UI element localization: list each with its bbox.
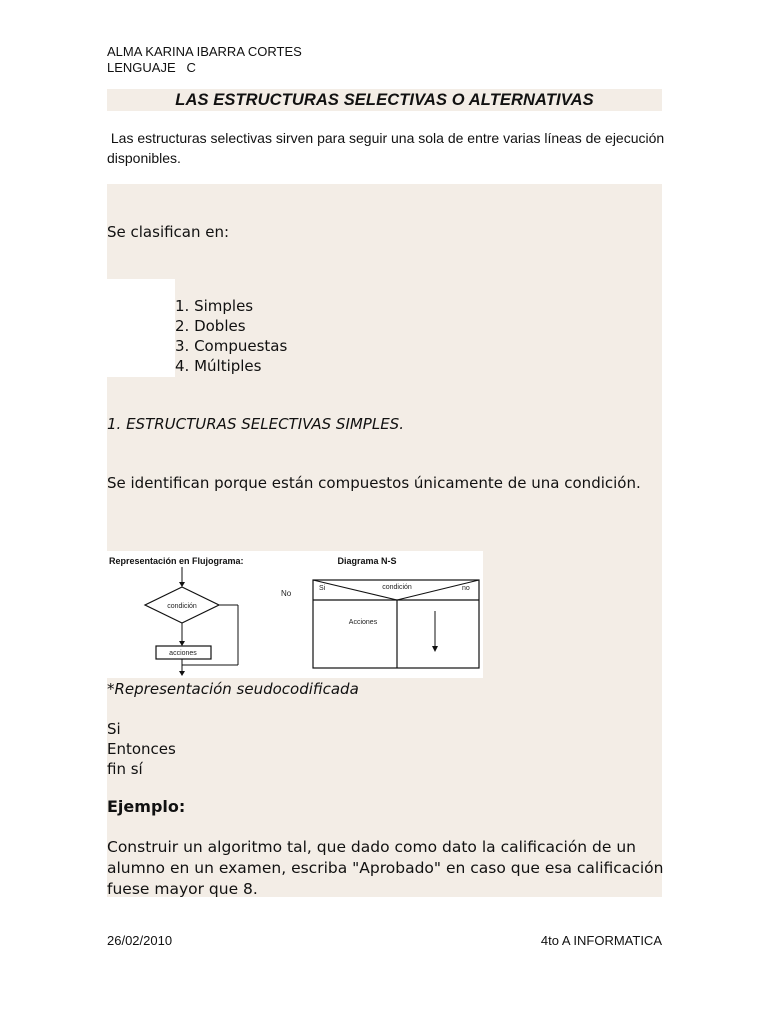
ns-actions-label: Acciones [348, 619, 378, 626]
arrowhead-icon [179, 671, 185, 676]
list-indent-gap [107, 279, 175, 377]
pseudocode-caption: *Representación seudocodificada [107, 680, 359, 698]
flowchart-title: Representación en Flujograma: [109, 556, 244, 566]
pseudocode-line: fin sí [107, 760, 143, 778]
arrowhead-icon [179, 582, 185, 587]
author-name: ALMA KARINA IBARRA CORTES [107, 44, 302, 59]
section-heading: 1. ESTRUCTURAS SELECTIVAS SIMPLES. [107, 415, 404, 433]
ns-title: Diagrama N-S [337, 556, 397, 566]
diagram-svg [107, 551, 483, 678]
ns-condition-label: condición [382, 584, 412, 591]
classification-label: Se clasifican en: [107, 223, 230, 241]
subject-name: LENGUAJE C [107, 60, 196, 75]
arrowhead-icon [179, 641, 185, 646]
pseudocode-lines [107, 719, 176, 779]
ns-outer-box [313, 580, 479, 668]
ns-no-branch-label: no [462, 585, 470, 592]
flowchart-condition-label: condición [167, 603, 197, 610]
classification-list [175, 296, 287, 376]
pseudocode-line: Si [107, 720, 121, 738]
list-item: 2. Dobles [175, 317, 246, 335]
example-text: Construir un algoritmo tal, que dado como dato la calificación de un alumno en un examen, escriba "Aprobado" en caso que esa calificación fuese mayor que 8. [107, 838, 664, 898]
title-bar [107, 89, 662, 111]
footer-group: 4to A INFORMATICA [540, 933, 662, 948]
diagram-figure [107, 551, 483, 678]
list-item: 3. Compuestas [175, 337, 288, 355]
content-background [107, 184, 662, 897]
example-heading: Ejemplo: [107, 797, 186, 816]
ns-no-label: No [281, 589, 292, 598]
section-description: Se identifican porque están compuestos únicamente de una condición. [107, 474, 641, 492]
footer-date: 26/02/2010 [107, 933, 173, 948]
ns-si-label: Si [319, 585, 326, 592]
list-item: 4. Múltiples [175, 357, 262, 375]
intro-paragraph: Las estructuras selectivas sirven para seguir una sola de entre varias líneas de ejecución disponibles. [107, 130, 669, 166]
page-title: LAS ESTRUCTURAS SELECTIVAS O ALTERNATIVAS [175, 91, 594, 109]
list-item: 1. Simples [175, 297, 254, 315]
flowchart-actions-label: acciones [169, 650, 197, 657]
pseudocode-line: Entonces [107, 740, 176, 758]
